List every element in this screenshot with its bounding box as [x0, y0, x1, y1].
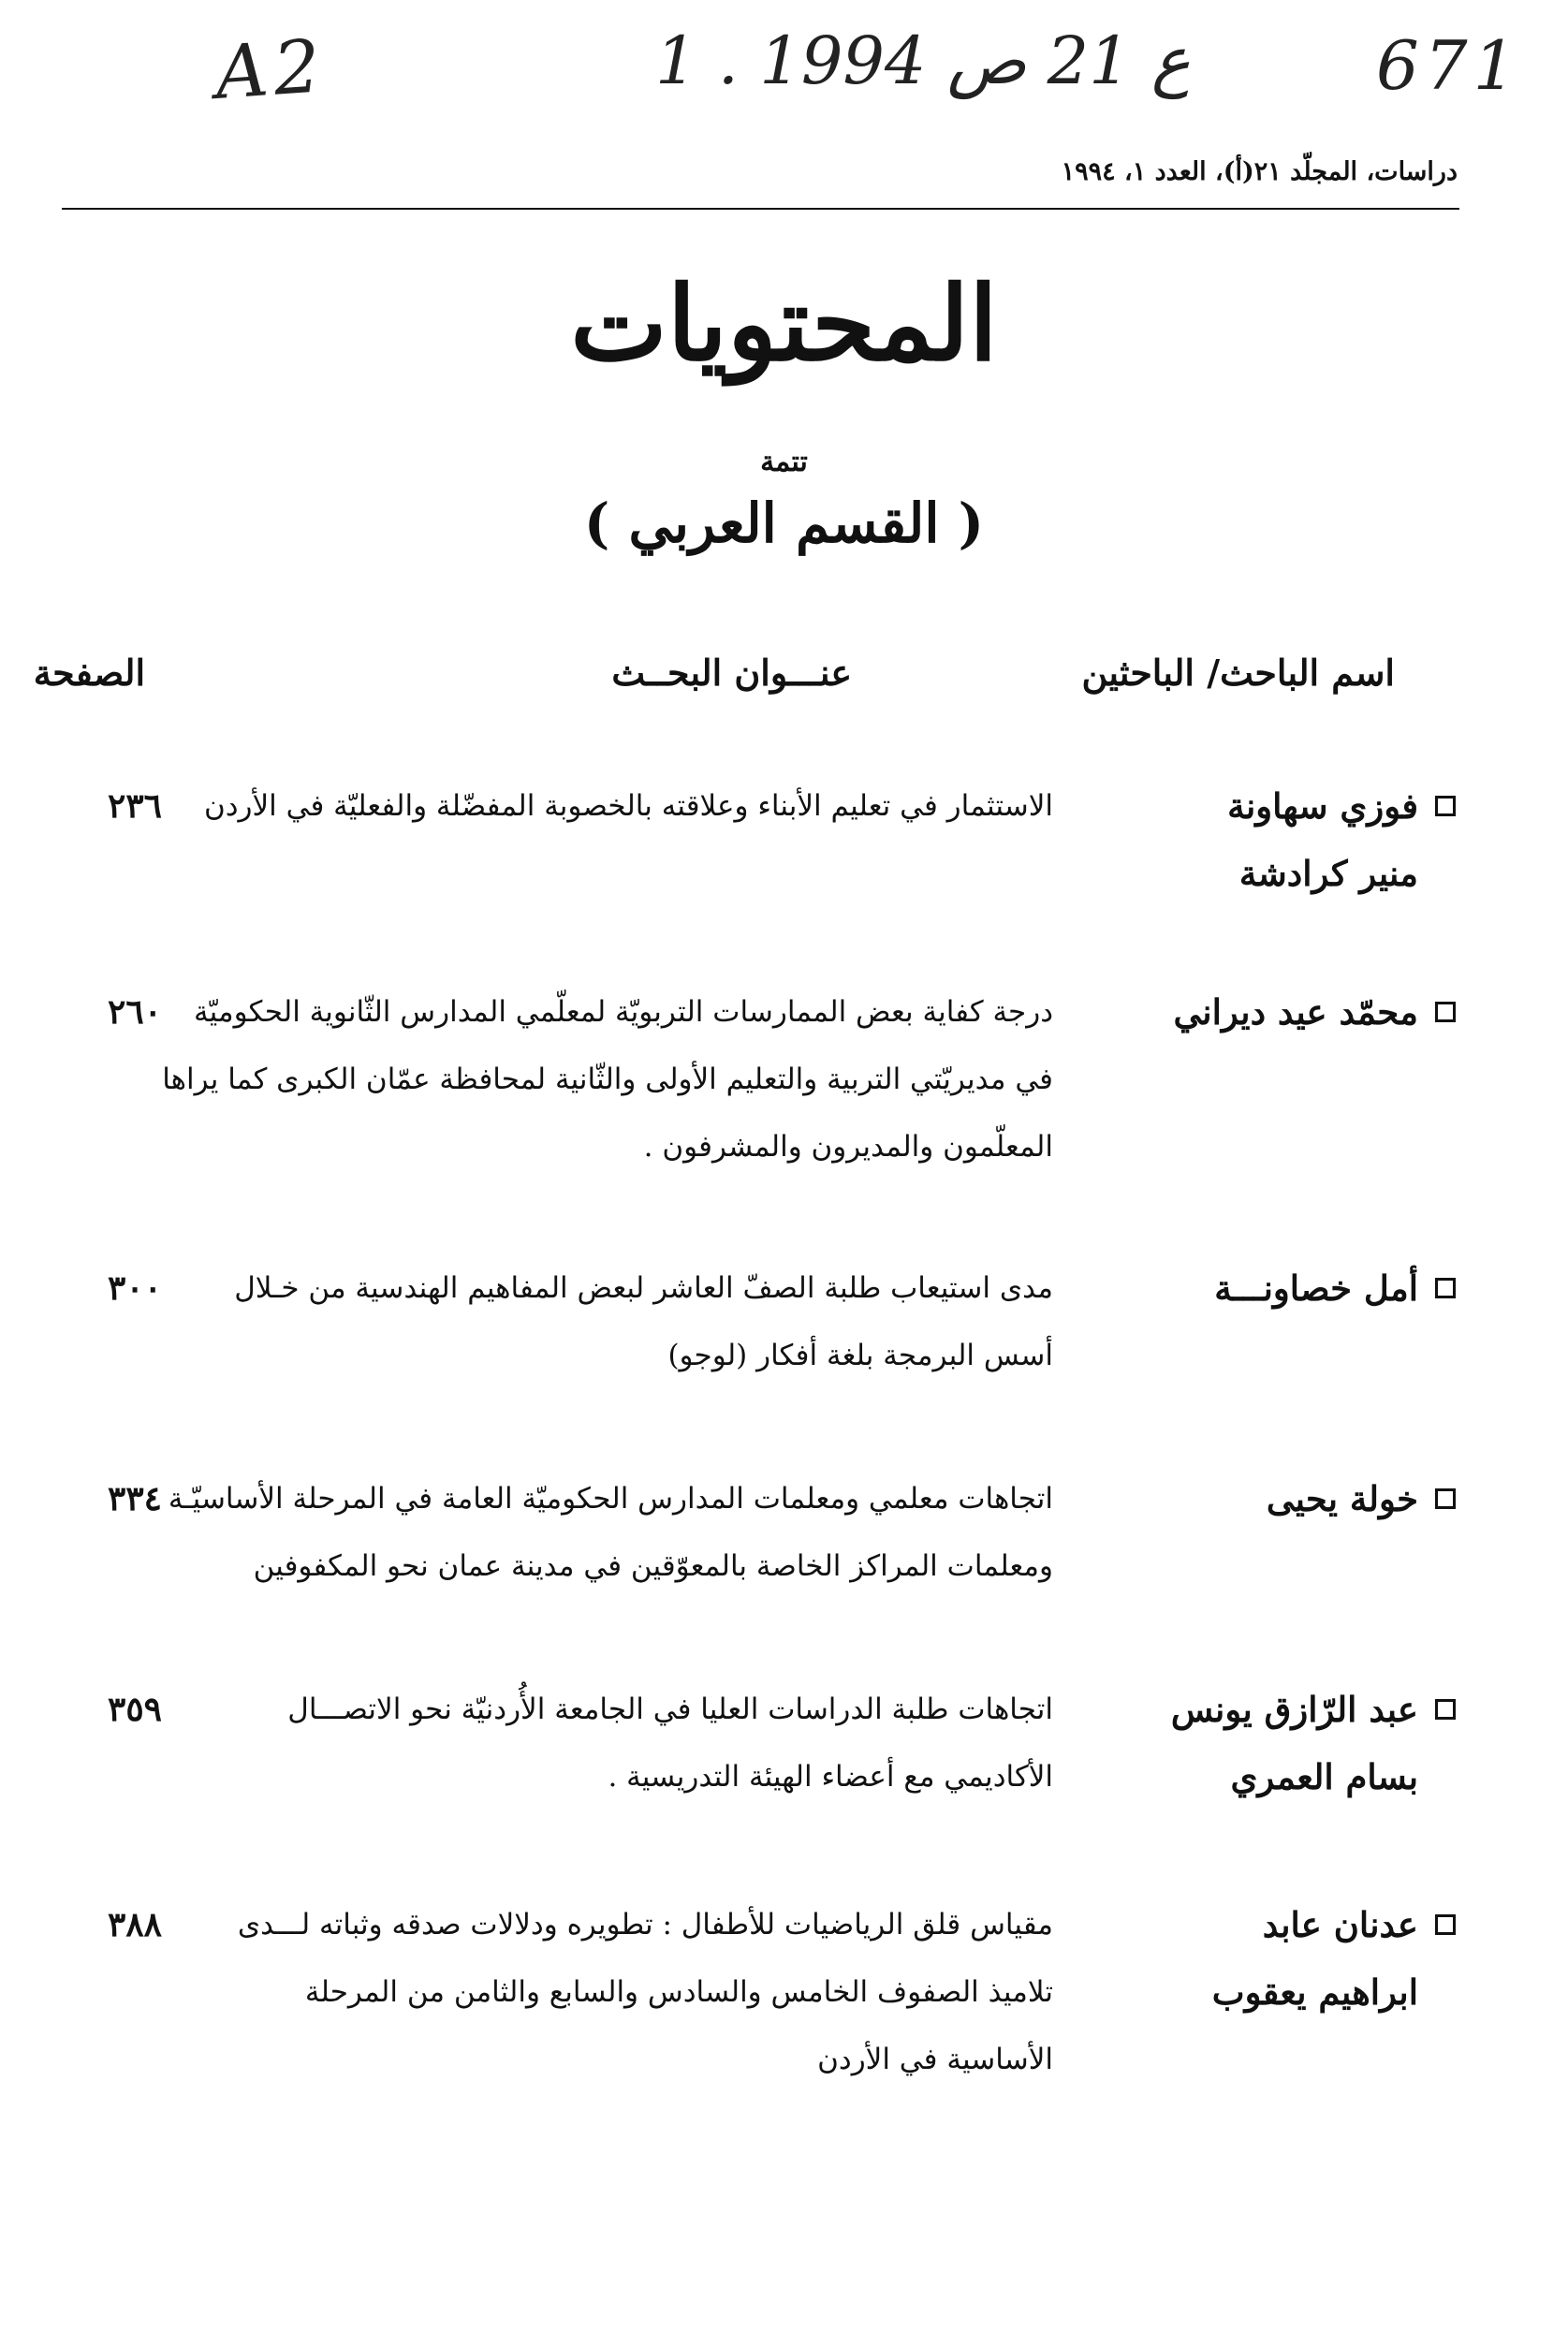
entry-authors [1137, 772, 1418, 907]
entry-title-line: في مديريّتي التربية والتعليم الأولى والثّانية لمحافظة عمّان الكبرى كما يراها [162, 1062, 1053, 1096]
checkbox-bullet-icon [1435, 1002, 1456, 1022]
entry-title-line: الأكاديمي مع أعضاء الهيئة التدريسية . [608, 1760, 1053, 1794]
toc-entry[interactable] [108, 1676, 1456, 1863]
entry-title-line: درجة كفاية بعض الممارسات التربويّة لمعلّمي المدارس الثّانوية الحكوميّة [194, 995, 1053, 1029]
entry-title-line: اتجاهات معلمي ومعلمات المدارس الحكوميّة العامة في المرحلة الأساسيّـة [168, 1482, 1053, 1516]
toc-entry[interactable] [108, 1891, 1456, 2078]
entry-title-line: مقياس قلق الرياضيات للأطفال : تطويره ودلالات صدقه وثباته لـــدى [237, 1908, 1053, 1942]
entry-authors [1137, 978, 1418, 1046]
handwritten-code-left: A2 [212, 23, 329, 117]
entry-title [192, 772, 1053, 840]
entry-title-line: مدى استيعاب طلبة الصفّ العاشر لبعض المفاهيم الهندسية من خـلال [234, 1271, 1053, 1305]
continued-label: تتمة [760, 446, 808, 478]
journal-reference: دراسات، المجلّد ٢١(أ)، العدد ١، ١٩٩٤ [1061, 157, 1458, 186]
column-header-page: الصفحة [33, 652, 145, 694]
entry-title [162, 978, 1053, 1180]
entry-title-line: ومعلمات المراكز الخاصة بالمعوّقين في مدينة عمان نحو المكفوفين [253, 1549, 1053, 1583]
checkbox-bullet-icon [1435, 1278, 1456, 1298]
column-header-author: اسم الباحث/ الباحثين [1081, 652, 1395, 694]
author-name: محمّد عيد ديراني [1173, 991, 1418, 1033]
entry-title [192, 1254, 1053, 1389]
handwritten-code-right: 671 [1376, 26, 1522, 105]
author-name: خولة يحيى [1266, 1478, 1418, 1519]
entry-title-line: أسس البرمجة بلغة أفكار (لوجو) [667, 1339, 1053, 1372]
page-title: المحتويات [570, 263, 998, 384]
entry-authors [1137, 1254, 1418, 1322]
entry-authors [1137, 1891, 1418, 2026]
toc-entry[interactable] [108, 772, 1456, 960]
author-name: أمل خصاونـــة [1214, 1268, 1418, 1309]
author-name: ابراهيم يعقوب [1211, 1971, 1418, 2013]
author-name: عبد الرّازق يونس [1170, 1689, 1418, 1730]
entry-page-number: ٣٨٨ [108, 1905, 163, 1944]
entry-title [192, 1676, 1053, 1810]
entry-page-number: ٣٥٩ [108, 1690, 163, 1729]
author-name: عدنان عابد [1262, 1904, 1418, 1945]
handwritten-annotations [0, 19, 1568, 140]
author-name: بسام العمري [1230, 1756, 1418, 1797]
author-name: فوزي سهاونة [1227, 785, 1418, 827]
toc-entry[interactable] [108, 978, 1456, 1165]
handwritten-code-middle: 1 . ع 21 ص 1994 [655, 22, 1191, 99]
entry-page-number: ٣٣٤ [108, 1479, 163, 1518]
entry-authors [1137, 1465, 1418, 1532]
entry-title-line: المعلّمون والمديرون والمشرفون . [643, 1130, 1053, 1164]
entry-title-line: الاستثمار في تعليم الأبناء وعلاقته بالخصوبة المفضّلة والفعليّة في الأردن [203, 789, 1053, 823]
entry-title [168, 1465, 1053, 1600]
checkbox-bullet-icon [1435, 796, 1456, 816]
entry-page-number: ٢٦٠ [108, 992, 163, 1032]
entry-title-line: اتجاهات طلبة الدراسات العليا في الجامعة الأُردنيّة نحو الاتصـــال [287, 1693, 1053, 1726]
section-name: ( القسم العربي ) [583, 491, 985, 555]
author-name: منير كرادشة [1238, 853, 1418, 894]
checkbox-bullet-icon [1435, 1699, 1456, 1720]
entry-authors [1137, 1676, 1418, 1810]
checkbox-bullet-icon [1435, 1488, 1456, 1509]
header-divider [62, 208, 1459, 210]
entry-title-line: الأساسية في الأردن [817, 2043, 1053, 2076]
entry-page-number: ٣٠٠ [108, 1268, 163, 1308]
entry-page-number: ٢٣٦ [108, 786, 163, 826]
toc-entry[interactable] [108, 1465, 1456, 1652]
column-header-title: عنـــوان البحــث [611, 652, 852, 694]
checkbox-bullet-icon [1435, 1914, 1456, 1935]
entry-title [192, 1891, 1053, 2093]
entry-title-line: تلاميذ الصفوف الخامس والسادس والسابع والثامن من المرحلة [304, 1975, 1053, 2009]
toc-entry[interactable] [108, 1254, 1456, 1442]
